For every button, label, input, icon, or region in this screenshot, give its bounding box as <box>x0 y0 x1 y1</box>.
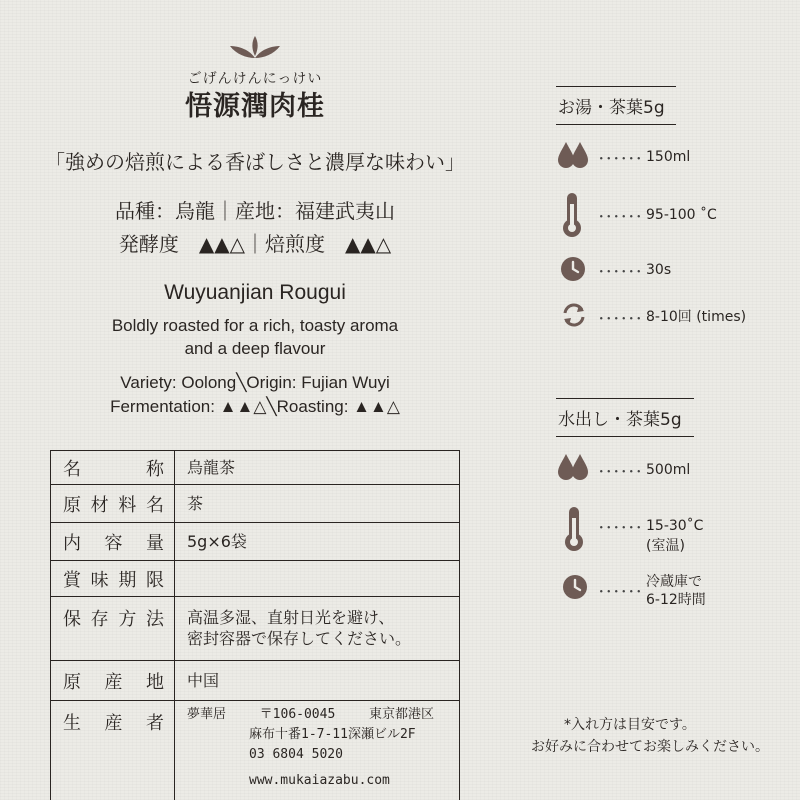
water-drops-icon <box>556 452 590 482</box>
dots-leader: ･･････ <box>598 465 643 480</box>
label-char: 原 <box>63 671 81 693</box>
dots-leader: ･･････ <box>598 152 643 167</box>
cold-steep-time-line1: 冷蔵庫で <box>646 574 702 590</box>
row-value-content: 5g×6袋 <box>187 532 247 551</box>
producer-line1 <box>187 705 434 725</box>
product-title: 悟源潤肉桂 <box>185 91 325 122</box>
table-row <box>51 523 459 561</box>
label-char: 名 <box>63 458 81 480</box>
label-char: 賞 <box>63 569 81 591</box>
producer-address2: 麻布十番1-7-11深瀬ビル2F <box>249 727 416 742</box>
label-char: 方 <box>118 609 137 630</box>
hot-water-amount: 150ml <box>646 149 691 165</box>
brewing-note-line1: *入れ方は目安です。 <box>564 717 696 733</box>
hot-infusions: 8-10回 (times) <box>646 309 747 325</box>
brewing-note-line2: お好みに合わせてお楽しみください。 <box>531 739 769 755</box>
table-row <box>51 561 459 597</box>
label-char: 材 <box>90 494 109 516</box>
producer-postal: 〒106-0045 <box>259 707 336 722</box>
table-row <box>51 451 459 485</box>
label-char: 者 <box>146 713 164 734</box>
cold-steep-time-line2: 6-12時間 <box>646 592 706 608</box>
cold-brew-heading: 水出し・茶葉5g <box>556 398 694 437</box>
label-char: 地 <box>146 671 164 693</box>
label-char: 産 <box>104 671 123 693</box>
row-value-producer <box>187 705 434 791</box>
table-row <box>51 661 459 701</box>
label-char: 保 <box>63 609 81 630</box>
producer-company: 夢華居 <box>187 707 227 722</box>
thermometer-icon <box>560 192 584 238</box>
row-label-name <box>51 451 175 484</box>
refresh-cycle-icon <box>560 301 588 329</box>
row-value-name: 烏龍茶 <box>187 458 236 477</box>
jp-tagline: 「強めの焙煎による香ばしさと濃厚な味わい」 <box>45 150 465 174</box>
row-label-ingredients <box>51 485 175 522</box>
en-title: Wuyuanjian Rougui <box>164 281 346 304</box>
label-char: 名 <box>145 494 164 516</box>
product-info-table <box>50 450 460 800</box>
clock-icon <box>560 256 586 282</box>
table-row <box>51 485 459 523</box>
producer-url: www.mukaiazabu.com <box>249 773 390 788</box>
label-char: 容 <box>104 532 123 554</box>
table-row <box>51 597 459 661</box>
label-char: 原 <box>63 494 81 516</box>
row-value-origin: 中国 <box>187 671 220 690</box>
label-char: 存 <box>90 609 109 630</box>
en-description-line1: Boldly roasted for a rich, toasty aroma <box>111 316 399 335</box>
label-char: 法 <box>145 609 164 630</box>
label-char: 産 <box>104 713 123 734</box>
dots-leader: ･･････ <box>598 210 643 225</box>
cold-temperature: 15-30˚C <box>646 518 704 534</box>
jp-fermentation-roasting: 発酵度 ▲▲△｜焙煎度 ▲▲△ <box>118 232 392 256</box>
water-drops-icon <box>556 140 590 170</box>
row-label-best-before <box>51 561 175 596</box>
clock-icon <box>562 574 588 600</box>
storage-line2: 密封容器で保存してください。 <box>187 629 412 648</box>
label-char: 味 <box>90 569 109 591</box>
label-char: 量 <box>146 532 164 554</box>
row-value-ingredients: 茶 <box>187 494 204 513</box>
label-char: 限 <box>145 569 164 591</box>
table-row <box>51 701 459 800</box>
tea-leaf-icon <box>228 34 282 62</box>
dots-leader: ･･････ <box>598 312 643 327</box>
hot-steep-time: 30s <box>646 262 672 278</box>
label-char: 生 <box>63 713 81 734</box>
producer-address1: 東京都港区 <box>368 707 434 722</box>
en-description-line2: and a deep flavour <box>184 339 326 358</box>
label-char: 内 <box>63 532 81 554</box>
hot-brew-heading: お湯・茶葉5g <box>556 86 676 125</box>
dots-leader: ･･････ <box>598 521 643 536</box>
storage-line1: 高温多湿、直射日光を避け、 <box>187 608 395 627</box>
row-label-storage <box>51 597 175 660</box>
en-fermentation-roasting: Fermentation: ▲▲△╲Roasting: ▲▲△ <box>110 397 400 416</box>
jp-variety-origin: 品種：烏龍｜産地：福建武夷山 <box>115 199 395 223</box>
row-label-producer <box>51 701 175 800</box>
row-label-origin <box>51 661 175 700</box>
cold-temperature-note: (室温) <box>646 538 685 554</box>
row-label-content <box>51 523 175 560</box>
label-char: 料 <box>118 494 137 516</box>
dots-leader: ･･････ <box>598 585 643 600</box>
cold-water-amount: 500ml <box>646 462 691 478</box>
label-char: 期 <box>118 569 137 591</box>
dots-leader: ･･････ <box>598 265 643 280</box>
row-value-storage <box>187 607 411 649</box>
title-furigana: ごげんけんにっけい <box>187 71 323 87</box>
producer-phone: 03 6804 5020 <box>249 747 343 762</box>
thermometer-icon <box>562 506 586 552</box>
label-char: 称 <box>146 458 164 480</box>
en-variety-origin: Variety: Oolong╲Origin: Fujian Wuyi <box>120 373 390 392</box>
hot-temperature: 95-100 ˚C <box>646 207 717 223</box>
